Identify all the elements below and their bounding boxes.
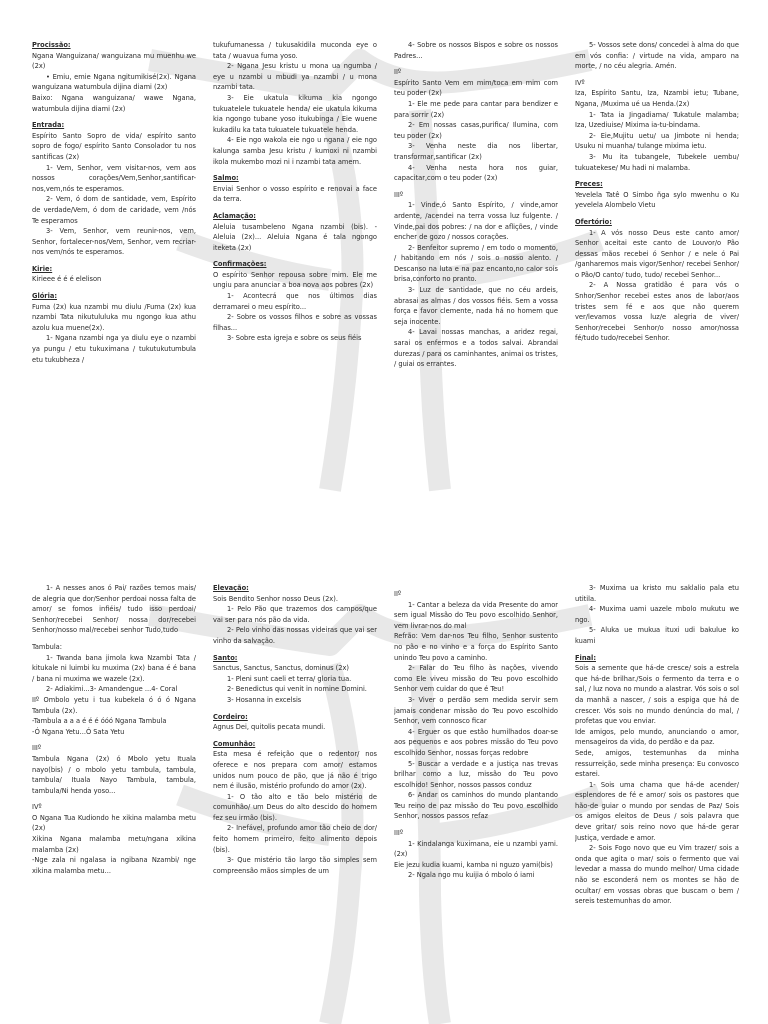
section-heading: Cordeiro: (213, 711, 248, 721)
lyric-paragraph: -Tambula a a a é é é óóó Ngana Tambula (32, 716, 167, 726)
lyric-paragraph: 2- Benfeitor supremo / em todo o momento, / habitando em nós / sois o nosso alento. / Descanso na luta e na paz encanto,no calor sois brisa,conforto no pranto. (394, 242, 558, 284)
column-2 (213, 40, 377, 530)
lyric-paragraph: 2- Pelo vinho das nossas videiras que vai ser vinho da salvação. (213, 625, 377, 645)
part-number: IIIº (394, 189, 404, 199)
section-heading: Comunhão: (213, 738, 256, 748)
lyric-paragraph: 3- Vem, Senhor, vem reunir-nos, vem, Senhor, fortalecer-nos/Vem, Senhor, vem recriar-nos vem/nós te esperamos. (32, 226, 196, 257)
part-number: IIº (394, 67, 402, 77)
lyric-paragraph: Espírito Santo Sopro de vida/ espírito santo sopro de fogo/ espírito Santo Consolador tu nos santificas (2x) (32, 130, 196, 161)
lyric-paragraph: Sois Bendito Senhor nosso Deus (2x). (213, 593, 338, 603)
lyric-paragraph: Ide amigos, pelo mundo, anunciando o amor, mensageiros da vida, do perdão e da paz. (575, 726, 739, 747)
lyric-paragraph: 3- Luz de santidade, que no céu ardeis, abrasai as almas / dos vossos fiéis. Sem a vossa força e favor clemente, nada há no homem que seja inocente. (394, 285, 558, 326)
lyric-paragraph: Yevelela Tatê O Simbo ñga sylo mwenhu o Ku yevelela Alombelo Vietu (575, 189, 739, 210)
column-4 (575, 40, 739, 530)
section-heading: Glória: (32, 291, 58, 301)
column-4 (575, 583, 739, 1024)
lyric-paragraph: 2- Ngala ngo mu kuijia ó mbolo ó iami (408, 870, 535, 880)
top-sheet (0, 40, 768, 530)
section-heading: Procissão: (32, 40, 71, 49)
lyric-paragraph: tukufumanessa / tukusakidila muconda eye o tata / wuavua fuma yoso. (213, 40, 377, 60)
lyric-paragraph: 1- Sois uma chama que há-de acender/ esplendores de fé e amor/ sois os pastores que hão-de guiar o mundo por sendas de Paz/ Sois os amigos eleitos de Deus / sois palavra que deve gritar/ sois reino novo que há-de gerar Justiça, verdade e amor. (575, 779, 739, 842)
lyric-paragraph: IIº Ombolo yetu i tua kubekela ó ó ó Ngana Tambula (2x). (32, 694, 196, 715)
lyric-paragraph: 4- Lavai nossas manchas, a aridez regai, sarai os enfermos e a todos salvai. Abrandai durezas / para os caminhantes, animai os tristes, / guiai os errantes. (394, 327, 558, 369)
lyric-paragraph: Esta mesa é refeição que o redentor/ nos oferece e nos prepara com amor/ estamos unidos num pouco de pão, que já não é trigo nem é ilusão, mistério profundo do amor (2x). (213, 749, 377, 791)
lyric-paragraph: 6- Andar os caminhos do mundo plantando Teu reino de paz missão do Teu povo escolhido Senhor, nossos passos refaz (394, 790, 558, 821)
lyric-paragraph: 1- A nesses anos ó Pai/ razões temos mais/ de alegria que dor/Senhor perdoai nossa falta de amor/ se fomos infiéis/ tudo isso perdoai/ Senhor/recebei Senhor/ nossa dor/recebei Senhor/nosso mal/recebei senhor Tudo,tudo (32, 583, 196, 635)
lyric-paragraph: 2- Adiakimi...3- Amandengue ...4- Coral (46, 684, 178, 694)
lyric-paragraph: Ngana Wanguizana/ wanguizana mu muenhu we (2x) (32, 50, 196, 71)
section-label: Tambula: (32, 641, 62, 651)
lyric-paragraph: 4- Erguer os que estão humilhados doar-se aos pequenos e aos pobres missão do Teu povo escolhido Senhor, nossas forças redobre (394, 726, 558, 757)
lyric-paragraph: 1- Pelo Pão que trazemos dos campos/que vai ser para nós pão da vida. (213, 604, 377, 624)
section-heading: Final: (575, 652, 596, 662)
lyric-paragraph: Eie jezu kudia kuami, kamba ni nguzo yami(bis) (394, 859, 553, 869)
lyric-paragraph: Sanctus, Sanctus, Sanctus, dominus (2x) (213, 663, 349, 673)
lyric-paragraph: 1- Twanda bana jimola kwa Nzambi Tata / kitukale ni luimbi ku muxima (2x) bana é é bana / bana ni muxima we wazele (2x). (32, 652, 196, 683)
section-heading: Salmo: (213, 173, 239, 183)
lyric-paragraph: 4- Sobre os nossos Bispos e sobre os nossos Padres... (394, 40, 558, 60)
lyric-paragraph: 2- Sobre os vossos filhos e sobre as vossas filhas... (213, 312, 377, 332)
lyric-paragraph: 4- Eie ngo wakola eie ngo u ngana / eie ngo kalunga samba Jesu kristu / kumoxi ni nzambi ikola mukembo mozi ni i nzambi tata amem. (213, 135, 377, 166)
lyric-paragraph: 4- Venha nesta hora nos guiar, capacitar,com o teu poder (2x) (394, 162, 558, 183)
lyric-paragraph: 3- Hosanna in excelsis (227, 694, 302, 704)
lyric-paragraph: O espírito Senhor repousa sobre mim. Ele me ungiu para anunciar a boa nova aos pobres (2x) (213, 269, 377, 290)
lyric-paragraph: 3- Mu ita tubangele, Tubekele uembu/ tukuatekese/ Mu hadi ni malamba. (575, 151, 739, 172)
lyric-paragraph: 3- Sobre esta igreja e sobre os seus fiéis (227, 333, 362, 343)
lyric-paragraph: 1- Vem, Senhor, vem visitar-nos, vem aos nossos corações/Vem,Senhor,santificar-nos,vem,nós te esperamos. (32, 162, 196, 193)
section-heading: Confirmações: (213, 259, 267, 269)
lyric-paragraph: 1- Ele me pede para cantar para bendizer e para sorrir (2x) (394, 98, 558, 119)
lyric-paragraph: O Ngana Tua Kudiondo he xikina malamba metu (2x) (32, 812, 196, 833)
lyric-paragraph: 5- Vossos sete dons/ concedei à alma do que em vós confia: / virtude na vida, amparo na morte, / no céu alegria. Amén. (575, 40, 739, 71)
lyric-paragraph: 1- Ngana nzambi nga ya diulu eye o nzambi ya pungu / etu tukuximana / tukutukutumbula etu tukubheza / (32, 333, 196, 364)
column-1 (32, 583, 196, 1024)
lyric-paragraph: Sede, amigos, testemunhas da minha ressurreição, sede minha presença: Eu convosco estarei. (575, 747, 739, 779)
lyric-paragraph: 2- Sois Fogo novo que eu Vim trazer/ sois a onda que agita o mar/ sois o fermento que vai levedar a massa do mundo melhor/ Uma cidade não se esconderá nem os montes se hão de ocultar/ em vossas obras que buscam o bem / sereis testemunhas do amor. (575, 843, 739, 906)
section-heading: Elevação: (213, 583, 249, 592)
lyric-paragraph: 5- Aluka ue mukua ituxi udi bakulue ko kuami (575, 625, 739, 645)
lyric-paragraph: 1- A vós nosso Deus este canto amor/ Senhor aceitai este canto de Louvor/o Pão dessas mãos recebei ó Senhor / e nele ó Pai /ganharemos mais vigor/Senhor/ recebei Senhor/ o Pão/O canto/ tudo, tudo/ recebei Senhor... (575, 227, 739, 279)
part-number: IIº (394, 589, 402, 598)
lyric-paragraph: Refrão: Vem dar-nos Teu filho, Senhor sustento no pão e no vinho e a força do Espírito Santo unindo Teu povo a caminho. (394, 631, 558, 662)
lyric-paragraph: 5- Buscar a verdade e a justiça nas trevas brilhar como a luz, missão do Teu povo escolhido! Senhor, nossos passos conduz (394, 758, 558, 789)
section-heading: Aclamação: (213, 210, 256, 220)
lyric-paragraph: 3- Que mistério tão largo tão simples sem compreensão mãos simples de um (213, 855, 377, 875)
lyric-paragraph: Aleluia tusambeleno Ngana nzambi (bis). - Aleluia (2x)... Aleluia Ngana é tala ngongo iteketa (2x) (213, 221, 377, 252)
lyric-paragraph: Sois a semente que há-de cresce/ sois a estrela que há-de brilhar./Sois o fermento da terra e o sal, / luz nova no mundo a alastrar. Vós sois o sol da manhã a nascer, / sois a espiga que há de crescer. Vós sois no mundo denúncia do mal, / profetas que vou enviar. (575, 663, 739, 726)
section-heading: Kirie: (32, 263, 53, 273)
lyric-paragraph: Espírito Santo Vem em mim/toca em mim com teu poder (2x) (394, 77, 558, 98)
lyric-paragraph: 1- Acontecrá que nos últimos dias derramarei o meu espírito... (213, 291, 377, 311)
bottom-sheet (0, 583, 768, 1024)
lyric-paragraph: -Nge zala ni ngalasa ia ngibana Nzambi/ nge xikina malamba metu... (32, 855, 196, 875)
lyric-paragraph: Agnus Dei, quitolis pecata mundi. (213, 722, 326, 732)
lyric-paragraph: 2- Inefável, profundo amor tão cheio de dor/ feito homem primeiro, feito alimento depois (bis). (213, 823, 377, 854)
section-heading: Preces: (575, 179, 603, 189)
section-heading: Entrada: (32, 120, 65, 130)
section-heading: Santo: (213, 652, 238, 662)
column-3 (394, 40, 558, 530)
lyric-paragraph: Xikina Ngana malamba metu/ngana xikina malamba (2x) (32, 834, 196, 854)
lyric-paragraph: 2- Vem, ó dom de santidade, vem, Espírito de verdade/Vem, ó dom de caridade, vem /nós Te esperamos (32, 194, 196, 225)
lyric-paragraph: Enviai Senhor o vosso espírito e renovai a face da terra. (213, 183, 377, 204)
lyric-paragraph: 2- Eie,Mujitu uetu/ ua Jimbote ni henda; Usuku ni muanha/ tulange mixima ietu. (575, 130, 739, 151)
lyric-paragraph: 1- Pleni sunt caeli et terra/ gloria tua. (227, 673, 352, 683)
lyric-paragraph: Kirieee é é é elelison (32, 274, 102, 284)
lyric-paragraph: Iza, Espírito Santu, Iza, Nzambi ietu; Tubane, Ngana, /Muxima ué ua Henda.(2x) (575, 88, 739, 108)
lyric-paragraph: 2- Falar do Teu filho às nações, vivendo como Ele viveu missão do Teu povo escolhido Senhor vem cuidar do que é Teu! (394, 663, 558, 694)
part-number: IVº (32, 802, 42, 812)
lyric-paragraph: 3- Viver o perdão sem medida servir sem jamais condenar missão do Teu povo escolhido Senhor, vem connosco ficar (394, 694, 558, 726)
lyric-paragraph: Tambula Ngana (2x) ó Mbolo yetu Ituala nayo(bis) / o mbolo yetu tambula, tambula, tambula/ Ituala Nayo Tambula, tambula, tambula/Ni henda yoso... (32, 753, 196, 795)
lyric-paragraph: 2- Benedictus qui venit in nomine Domini. (227, 684, 367, 694)
column-1 (32, 40, 196, 530)
lyric-paragraph: 2- Em nossas casas,purifica/ Ilumina, com teu poder (2x) (394, 120, 558, 140)
lyric-paragraph: 4- Muxima uami uazele mbolo mukutu we ngo. (575, 604, 739, 624)
lyric-paragraph: Fuma (2x) kua nzambi mu diulu /Fuma (2x) kua nzambi Tata nikutululuka mu ngongo kua athu azolu kua muene(2x). (32, 301, 196, 332)
lyric-paragraph: Baixo: Ngana wanguizana/ wawe Ngana, watumbula dijina diami (2x) (32, 92, 196, 113)
column-2 (213, 583, 377, 1024)
lyric-paragraph: 3- Muxima ua kristo mu saklalio pala etu utitila. (575, 583, 739, 603)
lyric-paragraph: • Emiu, emie Ngana ngitumikisé(2x). Ngana wanguizana watumbula dijina diami (2x) (32, 71, 196, 92)
lyric-paragraph: 2- A Nossa gratidão é para vós o Snhor/Senhor recebei estes anos de labor/aos tristes sem fé e aos que não querem ver/levamos vossa luz/e alegria de viver/ Senhor/recebei Senhor/o nosso amor/nossa fé/tudo tudo/recebei Senhor. (575, 280, 739, 343)
lyric-paragraph: 1- Kindalanga kuximana, eie u nzambi yami.(2x) (394, 838, 558, 859)
lyric-paragraph: -Ó Ngana Yetu...Ó Sata Yetu (32, 726, 125, 736)
lyric-paragraph: 2- Ngana Jesu kristu u mona ua ngumba / eye u nzambi u mbudi ya nzambi / u mona nzambi tata. (213, 61, 377, 92)
lyric-paragraph: 1- Cantar a beleza da vida Presente do amor sem igual Missão do Teu povo escolhido Senhor, vem livrar-nos do mal (394, 599, 558, 630)
lyric-paragraph: 1- Tata ia Jingadiama/ Tukatule malamba; Iza, Uzediuise/ Mixima ia-tu-bindama. (575, 109, 739, 130)
lyric-paragraph: 1- O tão alto e tão belo mistério de comunhão/ um Deus do alto descido do homem fez seu irmão (bis). (213, 791, 377, 822)
column-3 (394, 583, 558, 1024)
part-number: IVº (575, 77, 585, 87)
lyric-paragraph: 3- Venha neste dia nos libertar, transformar,santificar (2x) (394, 141, 558, 161)
lyric-paragraph: 3- Eie ukatula kikuma kia ngongo tukuatelele tukuatele henda/ eie ukatula kikuma kia ngongo tubane yoso itukubinga / Eie wuene kukadilu ka tata tukuatele tukuatele henda. (213, 92, 377, 134)
lyric-paragraph: 1- Vinde,ó Santo Espírito, / vinde,amor ardente, /acendei na terra vossa luz fulgente. / Vinde,pai dos pobres: / na dor e aflições, / vinde encher de gozo / nossos corações. (394, 200, 558, 242)
section-heading: Ofertório: (575, 216, 612, 226)
part-number: IIIº (394, 828, 404, 838)
part-number: IIIº (32, 743, 42, 753)
